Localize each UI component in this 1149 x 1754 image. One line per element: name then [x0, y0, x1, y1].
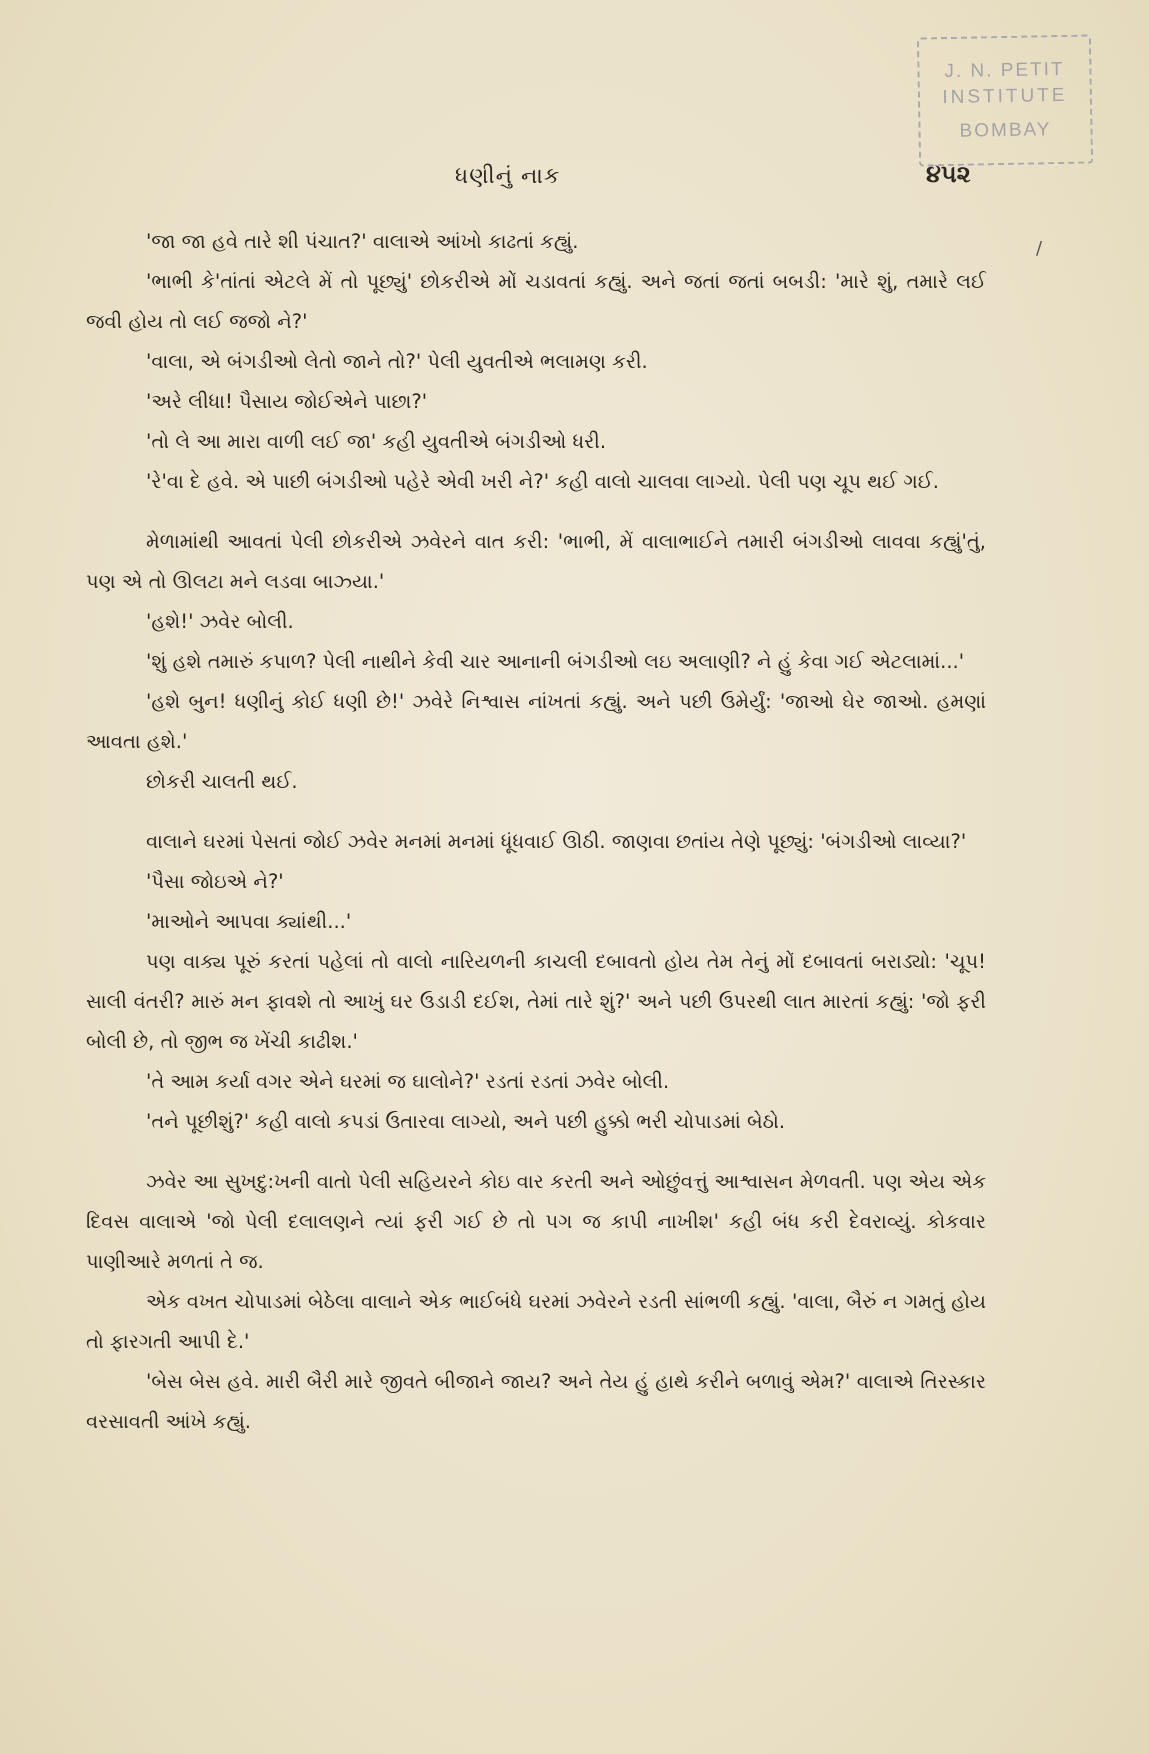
paragraph: 'તે આમ કર્યા વગર એને ઘરમાં જ ઘાલોને?' રડતાં રડતાં ઝવેર બોલી. — [146, 1070, 670, 1093]
stamp-line-1: J. N. PETIT — [944, 58, 1065, 83]
page-title: ધણીનું નાક — [455, 164, 561, 189]
paragraph: છોકરી ચાલતી થઈ. — [146, 770, 298, 793]
paragraph: 'શું હશે તમારું કપાળ? પેલી નાથીને કેવી ચાર આનાની બંગડીઓ લઇ અલાણી? ને હું કેવા ગઈ એટલામાં...' — [146, 650, 965, 673]
margin-mark: / — [1036, 238, 1043, 259]
paragraph: 'જા જા હવે તારે શી પંચાત?' વાલાએ આંખો કાઢતાં કહ્યું. — [146, 230, 579, 253]
paragraph: 'ભાભી કે'તાંતાં એટલે મેં તો પૂછ્યું' છોકરીએ મોં ચડાવતાં કહ્યું. અને જતાં જતાં બબડી: 'મારે શું, તમારે લઈ જવી હોય તો લઈ જજો ને?' — [86, 270, 986, 333]
paragraph: 'હશે બુન! ધણીનું કોઈ ધણી છે!' ઝવેરે નિશ્વાસ નાંખતાં કહ્યું. અને પછી ઉમેર્યું: 'જાઓ ઘેર જાઓ. હમણાં આવતા હશે.' — [86, 690, 986, 753]
paragraph: ઝવેર આ સુખદુ:ખની વાતો પેલી સહિયરને કોઇ વાર કરતી અને ઓછુંવત્તું આશ્વાસન મેળવતી. પણ એય એક દિવસ વાલાએ 'જો પેલી દલાલણને ત્યાં ફરી ગઈ છે તો પગ જ કાપી નાખીશ' કહી બંધ કરી દેવરાવ્યું. કોકવાર પાણીઆરે મળતાં તે જ. — [86, 1170, 986, 1273]
paragraph: 'પૈસા જોઇએ ને?' — [146, 870, 284, 893]
stamp-line-2: INSTITUTE — [942, 84, 1068, 109]
paragraph: 'હશે!' ઝવેર બોલી. — [146, 610, 294, 633]
paragraph: પણ વાક્ય પૂરું કરતાં પહેલાં તો વાલો નારિયળની કાચલી દબાવતો હોય તેમ તેનું મોં દબાવતાં બરાડ્યો: 'ચૂપ! સાલી વંતરી? મારું મન ફાવશે તો આખું ઘર ઉડાડી દઈશ, તેમાં તારે શું?' અને પછી ઉપરથી લાત મારતાં કહ્યું: 'જો ફરી બોલી છે, તો જીભ જ ખેંચી કાઢીશ.' — [86, 950, 986, 1053]
page-number: ૪૫૨ — [926, 160, 971, 188]
paragraph: વાલાને ઘરમાં પેસતાં જોઈ ઝવેર મનમાં મનમાં ધૂંધવાઈ ઊઠી. જાણવા છતાંય તેણે પૂછ્યું: 'બંગડીઓ લાવ્યા?' — [146, 830, 967, 853]
paragraph: એક વખત ચોપાડમાં બેઠેલા વાલાને એક ભાઈબંધે ઘરમાં ઝવેરને રડતી સાંભળી કહ્યું. 'વાલા, બૈરું ન ગમતું હોય તો ફારગતી આપી દે.' — [86, 1290, 986, 1353]
paragraph: મેળામાંથી આવતાં પેલી છોકરીએ ઝવેરને વાત કરી: 'ભાભી, મેં વાલાભાઈને તમારી બંગડીઓ લાવવા કહ્યું'તું, પણ એ તો ઊલટા મને લડવા બાઝ્યા.' — [86, 530, 986, 593]
paragraph: 'અરે લીધા! પૈસાય જોઈએને પાછા?' — [146, 390, 428, 413]
paragraph: 'માઓને આપવા ક્યાંથી...' — [146, 910, 352, 933]
library-stamp — [917, 34, 1093, 166]
paragraph: 'તો લે આ મારા વાળી લઈ જા' કહી યુવતીએ બંગડીઓ ધરી. — [146, 430, 607, 453]
story-text — [86, 222, 986, 1442]
paragraph: 'વાલા, એ બંગડીઓ લેતો જાને તો?' પેલી યુવતીએ ભલામણ કરી. — [146, 350, 648, 373]
paragraph: 'રે'વા દે હવે. એ પાછી બંગડીઓ પહેરે એવી ખરી ને?' કહી વાલો ચાલવા લાગ્યો. પેલી પણ ચૂપ થઈ ગઈ. — [146, 470, 939, 493]
stamp-line-3: BOMBAY — [959, 119, 1052, 142]
paragraph: 'તને પૂછીશું?' કહી વાલો કપડાં ઉતારવા લાગ્યો, અને પછી હુક્કો ભરી ચોપાડમાં બેઠો. — [146, 1110, 786, 1133]
paragraph: 'બેસ બેસ હવે. મારી બૈરી મારે જીવતે બીજાને જાય? અને તેય હું હાથે કરીને બળાવું એમ?' વાલાએ તિરસ્કાર વરસાવતી આંખે કહ્યું. — [86, 1370, 986, 1433]
